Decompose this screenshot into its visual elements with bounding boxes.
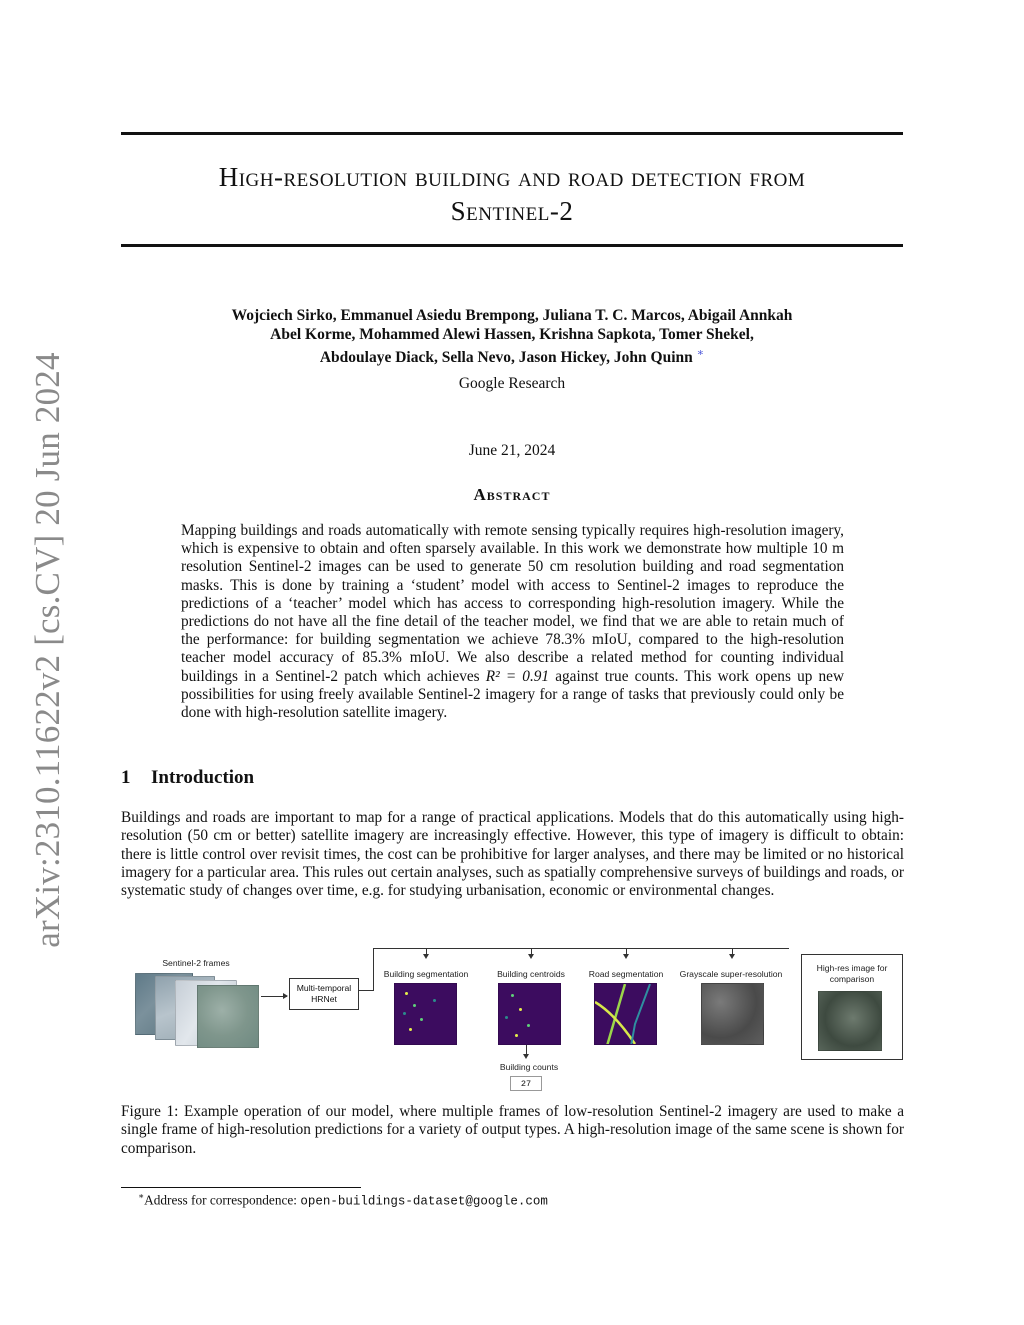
arrowhead-icon <box>523 1054 529 1059</box>
prediction-dot <box>433 999 436 1002</box>
output-label-grayscale-super-resolution: Grayscale super-resolution <box>679 969 783 979</box>
model-label-line-2: HRNet <box>311 994 337 1004</box>
prediction-dot <box>405 992 408 995</box>
arrowhead-icon <box>528 954 534 959</box>
prediction-dot <box>505 1016 508 1019</box>
title-line-1: High-resolution building and road detection from <box>218 162 806 192</box>
comparison-frame <box>801 954 903 1060</box>
road-segmentation-map <box>594 983 657 1045</box>
output-label-building-segmentation: Building segmentation <box>383 969 469 979</box>
publication-date: June 21, 2024 <box>468 442 556 459</box>
model-label-line-1: Multi-temporal <box>296 983 352 993</box>
building-counts-label: Building counts <box>499 1062 559 1072</box>
sentinel-frame-4 <box>197 985 259 1048</box>
prediction-dot <box>527 1024 530 1027</box>
section-heading-introduction <box>121 767 254 789</box>
prediction-dot <box>403 1012 406 1015</box>
footnote-text: Address for correspondence: <box>144 1192 301 1208</box>
prediction-dot <box>519 1008 522 1011</box>
comparison-label-line-1: High-res image for <box>816 963 888 973</box>
comparison-label <box>802 963 902 985</box>
input-frames-label: Sentinel-2 frames <box>162 958 230 968</box>
grayscale-super-resolution-image <box>701 983 764 1045</box>
output-label-road-segmentation: Road segmentation <box>588 969 664 979</box>
abstract-math-r-squared: R² = 0.91 <box>485 667 550 685</box>
author-list <box>121 306 903 367</box>
paper-title <box>121 160 903 228</box>
abstract-text <box>181 522 844 722</box>
prediction-dot <box>515 1034 518 1037</box>
connector-model-out <box>359 990 373 991</box>
introduction-paragraph: Buildings and roads are important to map for a range of practical applications. Models that do this automatically using high-resolution (50 cm or better) satellite imagery are increasingly effective. However, this type of imagery is difficult to obtain: there is little control over revisit times, the cost can be prohibitive for larger analyses, and there may be limited or no historical imagery for a particular area. This rules out certain analyses, such as spatially comprehensive surveys of buildings and roads, or systematic study of changes over time, e.g. for studying urbanisation, economic or environmental changes. <box>121 809 904 900</box>
prediction-dot <box>420 1018 423 1021</box>
authors-line-3-text: Abdoulaye Diack, Sella Nevo, Jason Hickey, John Quinn <box>319 349 693 367</box>
title-top-rule <box>121 132 903 135</box>
comparison-label-line-2: comparison <box>829 974 875 984</box>
building-centroids-map <box>498 983 561 1045</box>
prediction-dot <box>409 1028 412 1031</box>
section-title: Introduction <box>151 767 255 788</box>
high-res-comparison-image <box>818 991 882 1051</box>
authors-line-3 <box>121 344 903 367</box>
road-lines-icon <box>595 984 657 1045</box>
affiliation: Google Research <box>458 375 566 392</box>
footnote <box>138 1191 548 1208</box>
prediction-dot <box>511 994 514 997</box>
authors-line-2: Abel Korme, Mohammed Alewi Hassen, Krishna Sapkota, Tomer Shekel, <box>270 326 754 343</box>
footnote-email-link[interactable]: open-buildings-dataset@google.com <box>300 1194 548 1209</box>
abstract-text-part-2: against true counts. This work opens up new possibilities for using freely available Sentinel-2 imagery for a range of tasks that previously could only be done with high-resolution satellite imagery. <box>181 667 844 722</box>
arrowhead-icon <box>729 954 735 959</box>
output-bus-line <box>373 948 789 949</box>
title-bottom-rule <box>121 244 903 247</box>
model-box-hrnet <box>289 978 359 1010</box>
author-footnote-link[interactable]: ∗ <box>696 347 705 359</box>
abstract-heading: Abstract <box>473 485 551 504</box>
arxiv-identifier-stamp: arXiv:2310.11622v2 [cs.CV] 20 Jun 2024 <box>28 352 67 948</box>
prediction-dot <box>413 1004 416 1007</box>
authors-line-1: Wojciech Sirko, Emmanuel Asiedu Brempong, Juliana T. C. Marcos, Abigail Annkah <box>231 307 793 324</box>
abstract-text-part-1: Mapping buildings and roads automatically with remote sensing typically requires high-resolution imagery, which is expensive to obtain and often sparsely available. In this work we demonstrate how multiple 10 m resolution Sentinel-2 images can be used to generate 50 cm resolution building and road segmentation masks. This is done by training a ‘student’ model with access to Sentinel-2 images to reproduce the predictions of a ‘teacher’ model which has access to corresponding high-resolution imagery. While the predictions do not have all the fine detail of the teacher model, we find that we are able to retain much of the performance: for building segmentation we achieve 78.3% mIoU, compared to the high-resolution teacher model accuracy of 85.3% mIoU. We also describe a related method for counting individual buildings in a Sentinel-2 patch which achieves <box>181 522 844 685</box>
footnote-rule <box>121 1187 361 1188</box>
section-number: 1 <box>121 767 131 788</box>
building-segmentation-map <box>394 983 457 1045</box>
footnote-mark: ∗ <box>138 1191 145 1201</box>
figure-1 <box>121 940 904 1100</box>
arrowhead-icon <box>423 954 429 959</box>
output-label-building-centroids: Building centroids <box>497 969 565 979</box>
building-count-value: 27 <box>510 1076 542 1091</box>
arrowhead-icon <box>623 954 629 959</box>
arrowhead-icon <box>283 993 288 999</box>
figure-1-caption: Figure 1: Example operation of our model, where multiple frames of low-resolution Sentinel-2 imagery are used to make a single frame of high-resolution predictions for a variety of output types. A high-resolution image of the same scene is shown for comparison. <box>121 1103 904 1157</box>
title-line-2: Sentinel-2 <box>450 196 574 226</box>
